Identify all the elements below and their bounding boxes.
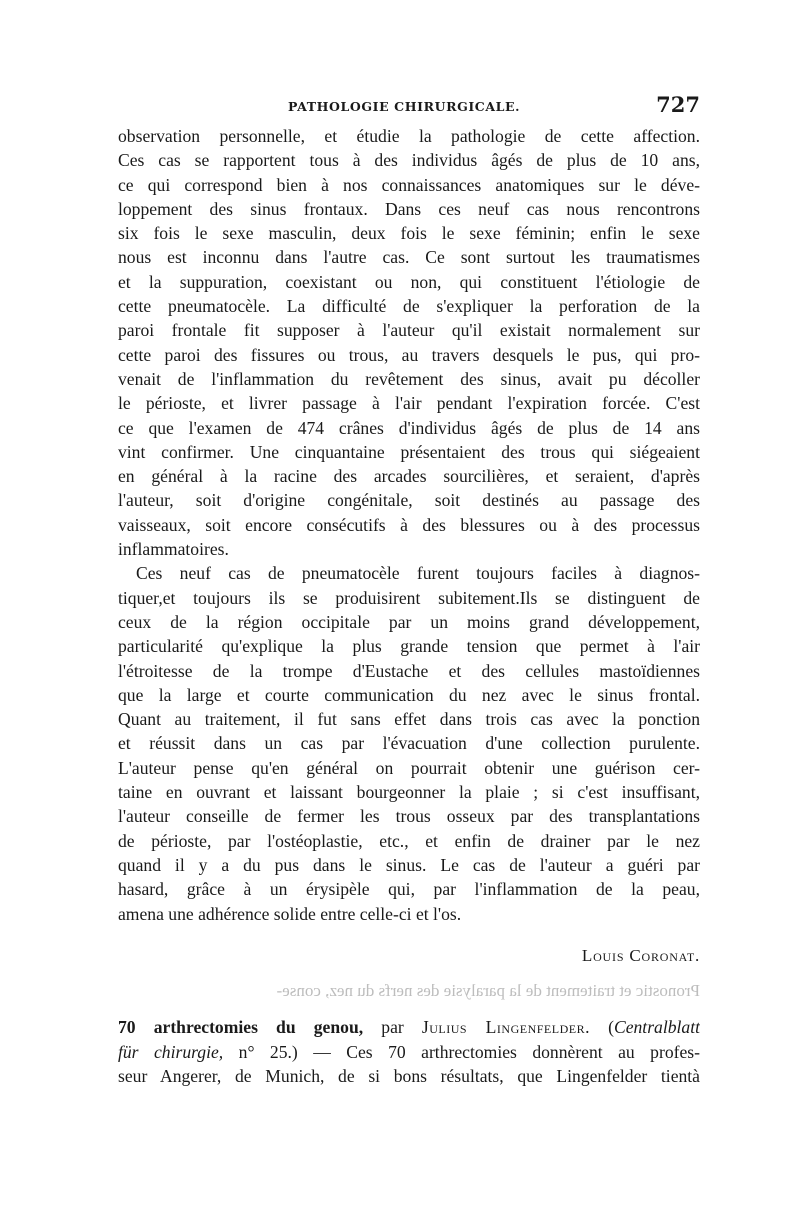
text-line: taine en ouvrant et laissant bourgeonner la plaie ; si c'est insuffisant, [118,782,700,803]
text-line: particularité qu'explique la plus grande tension que permet à l'air [118,636,700,657]
text-line: venait de l'inflammation du revêtement des sinus, avait pu décoller [118,368,700,389]
text-line: Quant au traitement, il fut sans effet dans trois cas avec la ponction [118,709,700,730]
text-line: L'auteur pense qu'en général on pourrait obtenir une guérison cer- [118,757,700,778]
text-line: l'auteur conseille de fermer les trous osseux par des transplantations [118,806,700,827]
article-text: — Ces 70 arthrectomies donnèrent au profes- [297,1041,700,1062]
text-line: cette paroi des fissures ou trous, au travers desquels le pus, qui pro- [118,344,700,365]
text-line: ce que l'examen de 474 crânes d'individus âgés de plus de 14 ans [118,417,700,438]
text-line: hasard, grâce à un érysipèle qui, par l'inflammation de la peau, [118,879,700,900]
text-line: tiquer,et toujours ils se produisirent subitement.Ils se distinguent de [118,587,700,608]
show-through-text: Pronostic et traitement de la paralysie des nerfs du nez, conse- [276,981,700,1000]
text-line: inflammatoires. [118,539,229,560]
next-article [118,1015,700,1089]
text-line: loppement des sinus frontaux. Dans ces neuf cas nous rencontrons [118,198,700,219]
article-journal-cont: für chirurgie, [118,1041,224,1062]
body-text [118,124,700,926]
running-head [118,92,700,120]
running-title: PATHOLOGIE CHIRURGICALE. [288,99,521,114]
text-line: de périoste, par l'ostéoplastie, etc., et enfin de drainer par le nez [118,830,700,851]
text-line: cette pneumatocèle. La difficulté de s'expliquer la perforation de la [118,296,700,317]
article-journal: Centralblatt [613,1017,700,1037]
text-line: que la large et courte communication du nez avec le sinus frontal. [118,684,700,705]
text-line: et la suppuration, coexistant ou non, qui constituent l'étiologie de [118,271,700,292]
text-line: et réussit dans un cas par l'évacuation d'une collection purulente. [118,733,700,754]
text-line: amena une adhérence solide entre celle-ci et l'os. [118,903,462,924]
text-line: vaisseaux, soit encore consécutifs à des blessures ou à des processus [118,514,700,535]
page-number: 727 [656,92,700,117]
text-line: paroi frontale fit supposer à l'auteur qu'il existait normalement sur [118,320,700,341]
text-line: ce qui correspond bien à nos connaissances anatomiques sur le déve- [118,174,700,195]
article-line [118,1015,700,1040]
text-line: ceux de la région occipitale par un moins grand développement, [118,611,700,632]
text-line: six fois le sexe masculin, deux fois le sexe féminin; enfin le sexe [118,223,700,244]
text-line: le périoste, et livrer passage à l'air pendant l'expiration forcée. C'est [118,393,700,414]
text-line: quand il y a du pus dans le sinus. Le cas de l'auteur a guéri par [118,854,700,875]
article-author: Julius Lingenfelder. [421,1017,590,1037]
article-line: seur Angerer, de Munich, de si bons résultats, que Lingenfelder tientà [118,1066,700,1086]
text-line: l'étroitesse de la trompe d'Eustache et des cellules mastoïdiennes [118,660,700,681]
author-signature: Louis Coronat. [581,946,700,965]
article-line [118,1040,700,1065]
text-line: en général à la racine des arcades sourcilières, et seraient, d'après [118,466,700,487]
text-line: Ces neuf cas de pneumatocèle furent toujours faciles à diagnos- [136,563,700,584]
text-line: observation personnelle, et étudie la pathologie de cette affection. [118,126,700,146]
text-line: vint confirmer. Une cinquantaine présentaient des trous qui siégeaient [118,441,700,462]
article-paren: ( [589,1017,614,1037]
article-by: par [363,1017,422,1037]
text-line: Ces cas se rapportent tous à des individus âgés de plus de 10 ans, [118,150,700,171]
text-line: nous est inconnu dans l'autre cas. Ce sont surtout les traumatismes [118,247,700,268]
text-line: l'auteur, soit d'origine congénitale, soit destinés au passage des [118,490,700,511]
article-issue: n° 25.) [223,1041,298,1062]
article-title: 70 arthrectomies du genou, [118,1017,364,1037]
